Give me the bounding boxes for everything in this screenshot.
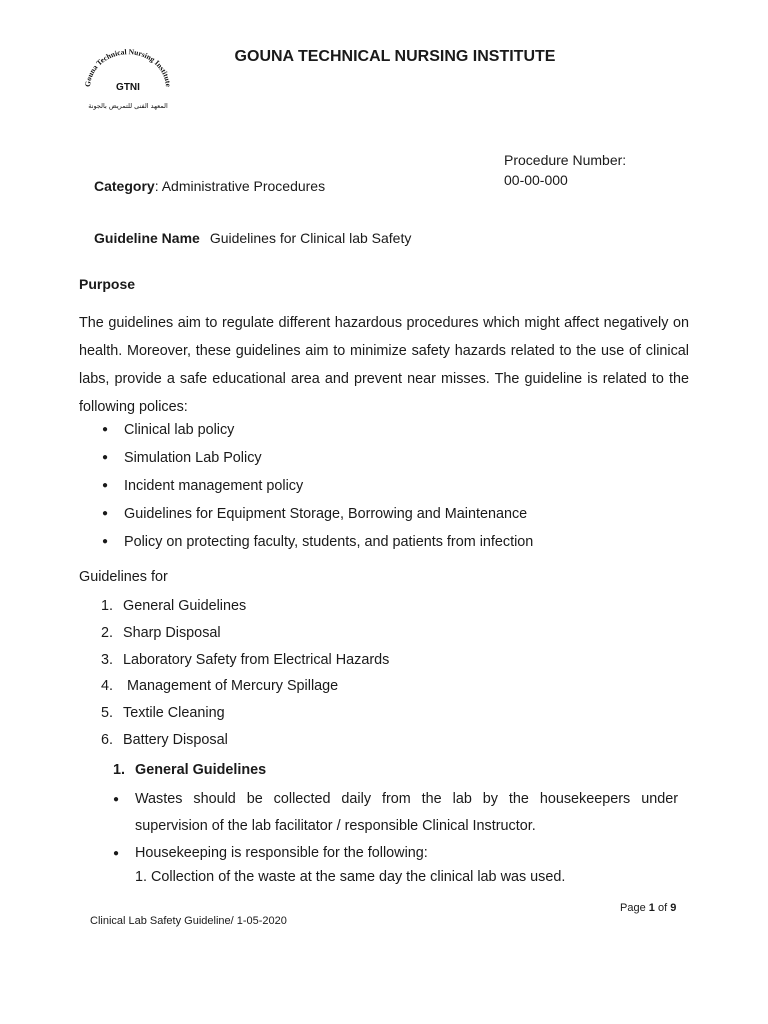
bullet-icon: ●: [102, 480, 109, 491]
logo-arabic-text: المعهد الفنى للتمريض بالجونة: [88, 102, 168, 110]
sub-item: 1. Collection of the waste at the same day the clinical lab was used.: [135, 869, 566, 885]
procedure-number: [504, 150, 626, 190]
logo-center-text: GTNI: [116, 82, 140, 93]
list-item: 4. Management of Mercury Spillage: [101, 678, 339, 695]
bullet-icon: ●: [102, 452, 109, 463]
guideline-name-line: [94, 230, 411, 246]
logo-arc-text: Gouna Technical Nursing Institut: [82, 47, 172, 88]
procedure-number-value: 00-00-000: [504, 172, 568, 188]
list-item: ● Clinical lab policy: [102, 416, 533, 444]
guidelines-list: [101, 593, 389, 754]
list-item: ● Wastes should be collected daily from the lab by the housekeepers under supervision of the lab facilitator / responsible Clinical Instructor.: [113, 786, 678, 840]
list-item: 6. Battery Disposal: [101, 731, 228, 748]
footer-doc-ref: Clinical Lab Safety Guideline/ 1-05-2020: [90, 915, 287, 927]
bullet-icon: ●: [113, 794, 120, 805]
page-number: Page 1 of 9: [620, 902, 677, 914]
guideline-name-value: Guidelines for Clinical lab Safety: [209, 230, 412, 246]
list-item: ● Policy on protecting faculty, students, and patients from infection: [102, 528, 533, 556]
list-item: 3. Laboratory Safety from Electrical Hazards: [101, 651, 390, 668]
list-item: 5. Textile Cleaning: [101, 705, 225, 722]
section-bullets: [113, 786, 678, 867]
category-label: Category: [94, 178, 155, 194]
purpose-heading: Purpose: [79, 276, 136, 292]
bullet-icon: ●: [113, 848, 120, 859]
category-value: : Administrative Procedures: [154, 178, 326, 194]
institute-title: GOUNA TECHNICAL NURSING INSTITUTE: [234, 48, 556, 65]
list-item: ● Incident management policy: [102, 472, 533, 500]
bullet-icon: ●: [102, 424, 109, 435]
purpose-paragraph: The guidelines aim to regulate different hazardous procedures which might affect negatively on health. Moreover, these guidelines aim to minimize safety hazards related to the use of clinical labs, provide a safe educational area and prevent near misses. The guideline is related to the following polices:: [79, 315, 689, 415]
policy-list: [102, 416, 533, 556]
list-item: ● Housekeeping is responsible for the following:: [113, 840, 678, 867]
list-item: ● Guidelines for Equipment Storage, Borrowing and Maintenance: [102, 500, 533, 528]
procedure-number-label: Procedure Number:: [504, 152, 627, 168]
list-item: ● Simulation Lab Policy: [102, 444, 533, 472]
guidelines-for-heading: Guidelines for: [79, 569, 168, 585]
section-heading: 1. General Guidelines: [113, 762, 267, 778]
guideline-name-label: Guideline Name: [94, 230, 200, 246]
list-item: 1. General Guidelines: [101, 598, 247, 614]
list-item: 2. Sharp Disposal: [101, 624, 221, 641]
bullet-icon: ●: [102, 536, 109, 547]
bullet-icon: ●: [102, 508, 109, 519]
category-line: [94, 178, 325, 194]
